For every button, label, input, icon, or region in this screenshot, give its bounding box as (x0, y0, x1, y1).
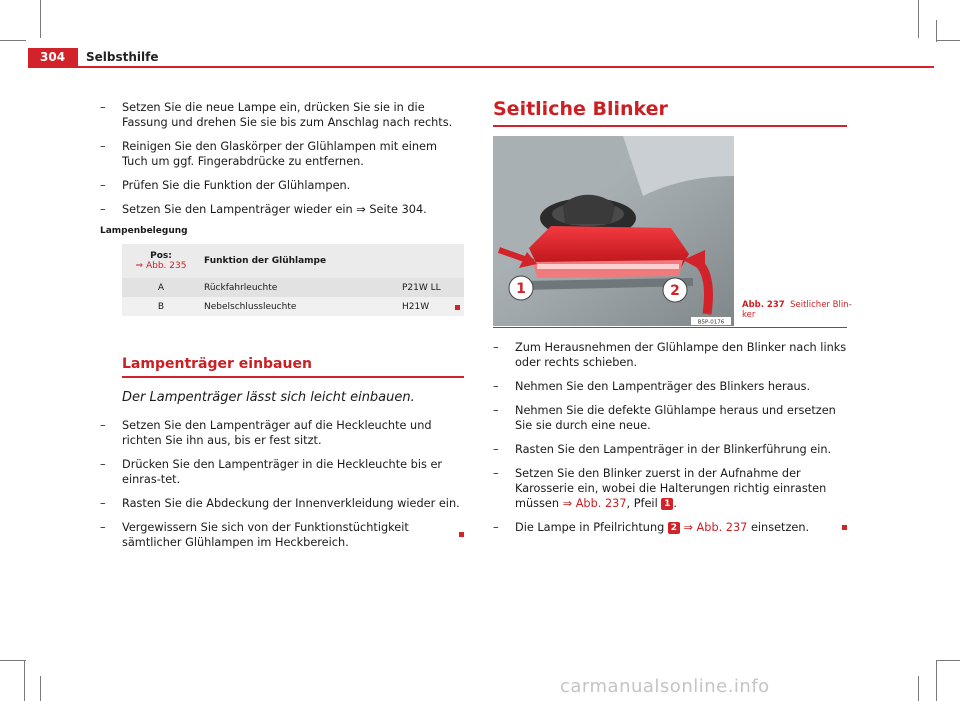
list-item (493, 403, 847, 433)
column-header-lamp (398, 244, 464, 278)
figure-side-indicator (493, 136, 734, 326)
bullet-text: Rasten Sie die Abdeckung der Innenverkleidung wieder ein. (122, 497, 460, 510)
list-item: – Setzen Sie den Blinker zuerst in der Aufnahme der Karosserie ein, wobei die Halterungen richtig einrasten müssen ⇒ Abb. 237, Pfeil 1 . (493, 467, 827, 510)
dash: – (493, 341, 499, 354)
crop-mark (918, 676, 919, 701)
cell-function: Nebelschlussleuchte (204, 301, 297, 312)
crop-mark (40, 0, 41, 38)
list-item (100, 139, 464, 169)
end-marker-icon (842, 525, 847, 530)
figure-reference-link[interactable]: ⇒ Abb. 235 (135, 261, 187, 271)
section-title: Lampenträger einbauen (122, 356, 464, 378)
table-label: Lampenbelegung (100, 226, 188, 236)
cell-lamp (398, 297, 464, 316)
list-item (493, 340, 847, 370)
side-indicator-illustration (493, 136, 734, 326)
dash: – (493, 521, 499, 534)
bullet-text: Reinigen Sie den Glaskörper der Glühlampen mit einem Tuch um ggf. Fingerabdrücke zu entfernen. (122, 140, 437, 168)
list-item (493, 379, 847, 394)
lamp-type: H21W (402, 301, 430, 312)
bullet-text-tail: einsetzen. (750, 521, 810, 534)
crop-mark (918, 0, 919, 38)
callout-number-1: 1 (661, 498, 673, 510)
dash: – (493, 404, 499, 417)
end-marker-icon (455, 305, 460, 310)
bullet-text: Rasten Sie den Lampenträger in der Blinkerführung ein. (515, 443, 832, 456)
figure-reference-link[interactable]: ⇒ Abb. 237 (562, 497, 627, 510)
figure-label-2: 2 (670, 283, 680, 299)
bullet-text: Nehmen Sie den Lampenträger des Blinkers heraus. (515, 380, 811, 393)
lamp-table (122, 244, 464, 316)
page-number: 304 (28, 48, 78, 66)
dash: – (100, 419, 106, 432)
caption-number: Abb. 237 (742, 300, 785, 310)
page-reference-link[interactable]: Seite 304. (369, 203, 427, 216)
crop-mark (0, 40, 26, 41)
list-item (100, 496, 464, 511)
dash: – (100, 203, 106, 216)
bullet-text-tail: , Pfeil (626, 497, 658, 510)
figure-label-1: 1 (516, 281, 526, 297)
left-column (100, 100, 464, 559)
figure-code: B5P-0176 (697, 319, 725, 326)
column-header-pos (122, 244, 200, 278)
dash: – (493, 467, 499, 480)
dash: – (493, 443, 499, 456)
watermark: carmanualsonline.info (560, 676, 770, 697)
crop-mark (936, 20, 937, 42)
crop-mark (24, 660, 25, 701)
table-row (122, 278, 464, 297)
list-item (100, 457, 464, 487)
list-item (100, 418, 464, 448)
end-marker-icon (459, 532, 464, 537)
bullet-text: Setzen Sie den Lampenträger wieder ein (122, 203, 353, 216)
right-column (493, 340, 847, 544)
figure-reference-link[interactable]: ⇒ Abb. 237 (683, 521, 748, 534)
column-header-function: Funktion der Glühlampe (204, 256, 327, 266)
dash: – (493, 380, 499, 393)
ref-arrow: ⇒ (356, 203, 366, 216)
list-item (493, 520, 847, 535)
header-title: Selbsthilfe (86, 50, 159, 64)
table-header-row (122, 244, 464, 278)
table-row (122, 297, 464, 316)
dash: – (100, 521, 106, 534)
caption-text: Seitlicher Blin-ker (742, 300, 852, 320)
list-item (493, 442, 847, 457)
bullet-text: Vergewissern Sie sich von der Funktionstüchtigkeit sämtlicher Glühlampen im Heckbereich. (122, 521, 409, 549)
bullet-text: Prüfen Sie die Funktion der Glühlampen. (122, 179, 351, 192)
bullet-text: Setzen Sie den Lampenträger auf die Heckleuchte und richten Sie ihn aus, bis er fest sitzt. (122, 419, 432, 447)
crop-mark (40, 676, 41, 701)
bullet-text: Zum Herausnehmen der Glühlampe den Blinker nach links oder rechts schieben. (515, 341, 847, 369)
bullet-text: Setzen Sie den Blinker zuerst in der Aufnahme der Karosserie ein, wobei die Halterungen richtig einrasten müssen (515, 467, 827, 510)
dash: – (100, 179, 106, 192)
crop-mark (936, 40, 960, 41)
figure-rule (493, 327, 847, 328)
dash: – (100, 101, 106, 114)
section-title: Seitliche Blinker (493, 98, 847, 127)
callout-number-2: 2 (668, 522, 680, 534)
section-intro: Der Lampenträger lässt sich leicht einbauen. (122, 390, 415, 405)
bullet-text: Drücken Sie den Lampenträger in die Heckleuchte bis er einras-tet. (122, 458, 443, 486)
crop-mark (936, 660, 937, 701)
list-item (100, 520, 464, 550)
bullet-text: Nehmen Sie die defekte Glühlampe heraus und ersetzen Sie sie durch eine neue. (515, 404, 836, 432)
crop-mark (0, 660, 26, 661)
cell-function: Rückfahrleuchte (204, 282, 278, 293)
figure-caption (742, 300, 852, 320)
list-item (100, 178, 464, 193)
cell-lamp: P21W LL (402, 282, 441, 293)
cell-pos: B (157, 301, 165, 312)
bullet-text: Die Lampe in Pfeilrichtung (515, 521, 665, 534)
list-item (100, 100, 464, 130)
dash: – (100, 458, 106, 471)
dash: – (100, 497, 106, 510)
bullet-text: Setzen Sie die neue Lampe ein, drücken Sie sie in die Fassung und drehen Sie sie bis zum Anschlag nach rechts. (122, 101, 453, 129)
crop-mark (936, 660, 960, 661)
right-column-title (493, 98, 847, 127)
dash: – (100, 140, 106, 153)
header-rule (28, 66, 934, 68)
cell-pos: A (157, 282, 165, 293)
list-item (100, 202, 464, 217)
pos-label: Pos: (150, 251, 172, 261)
